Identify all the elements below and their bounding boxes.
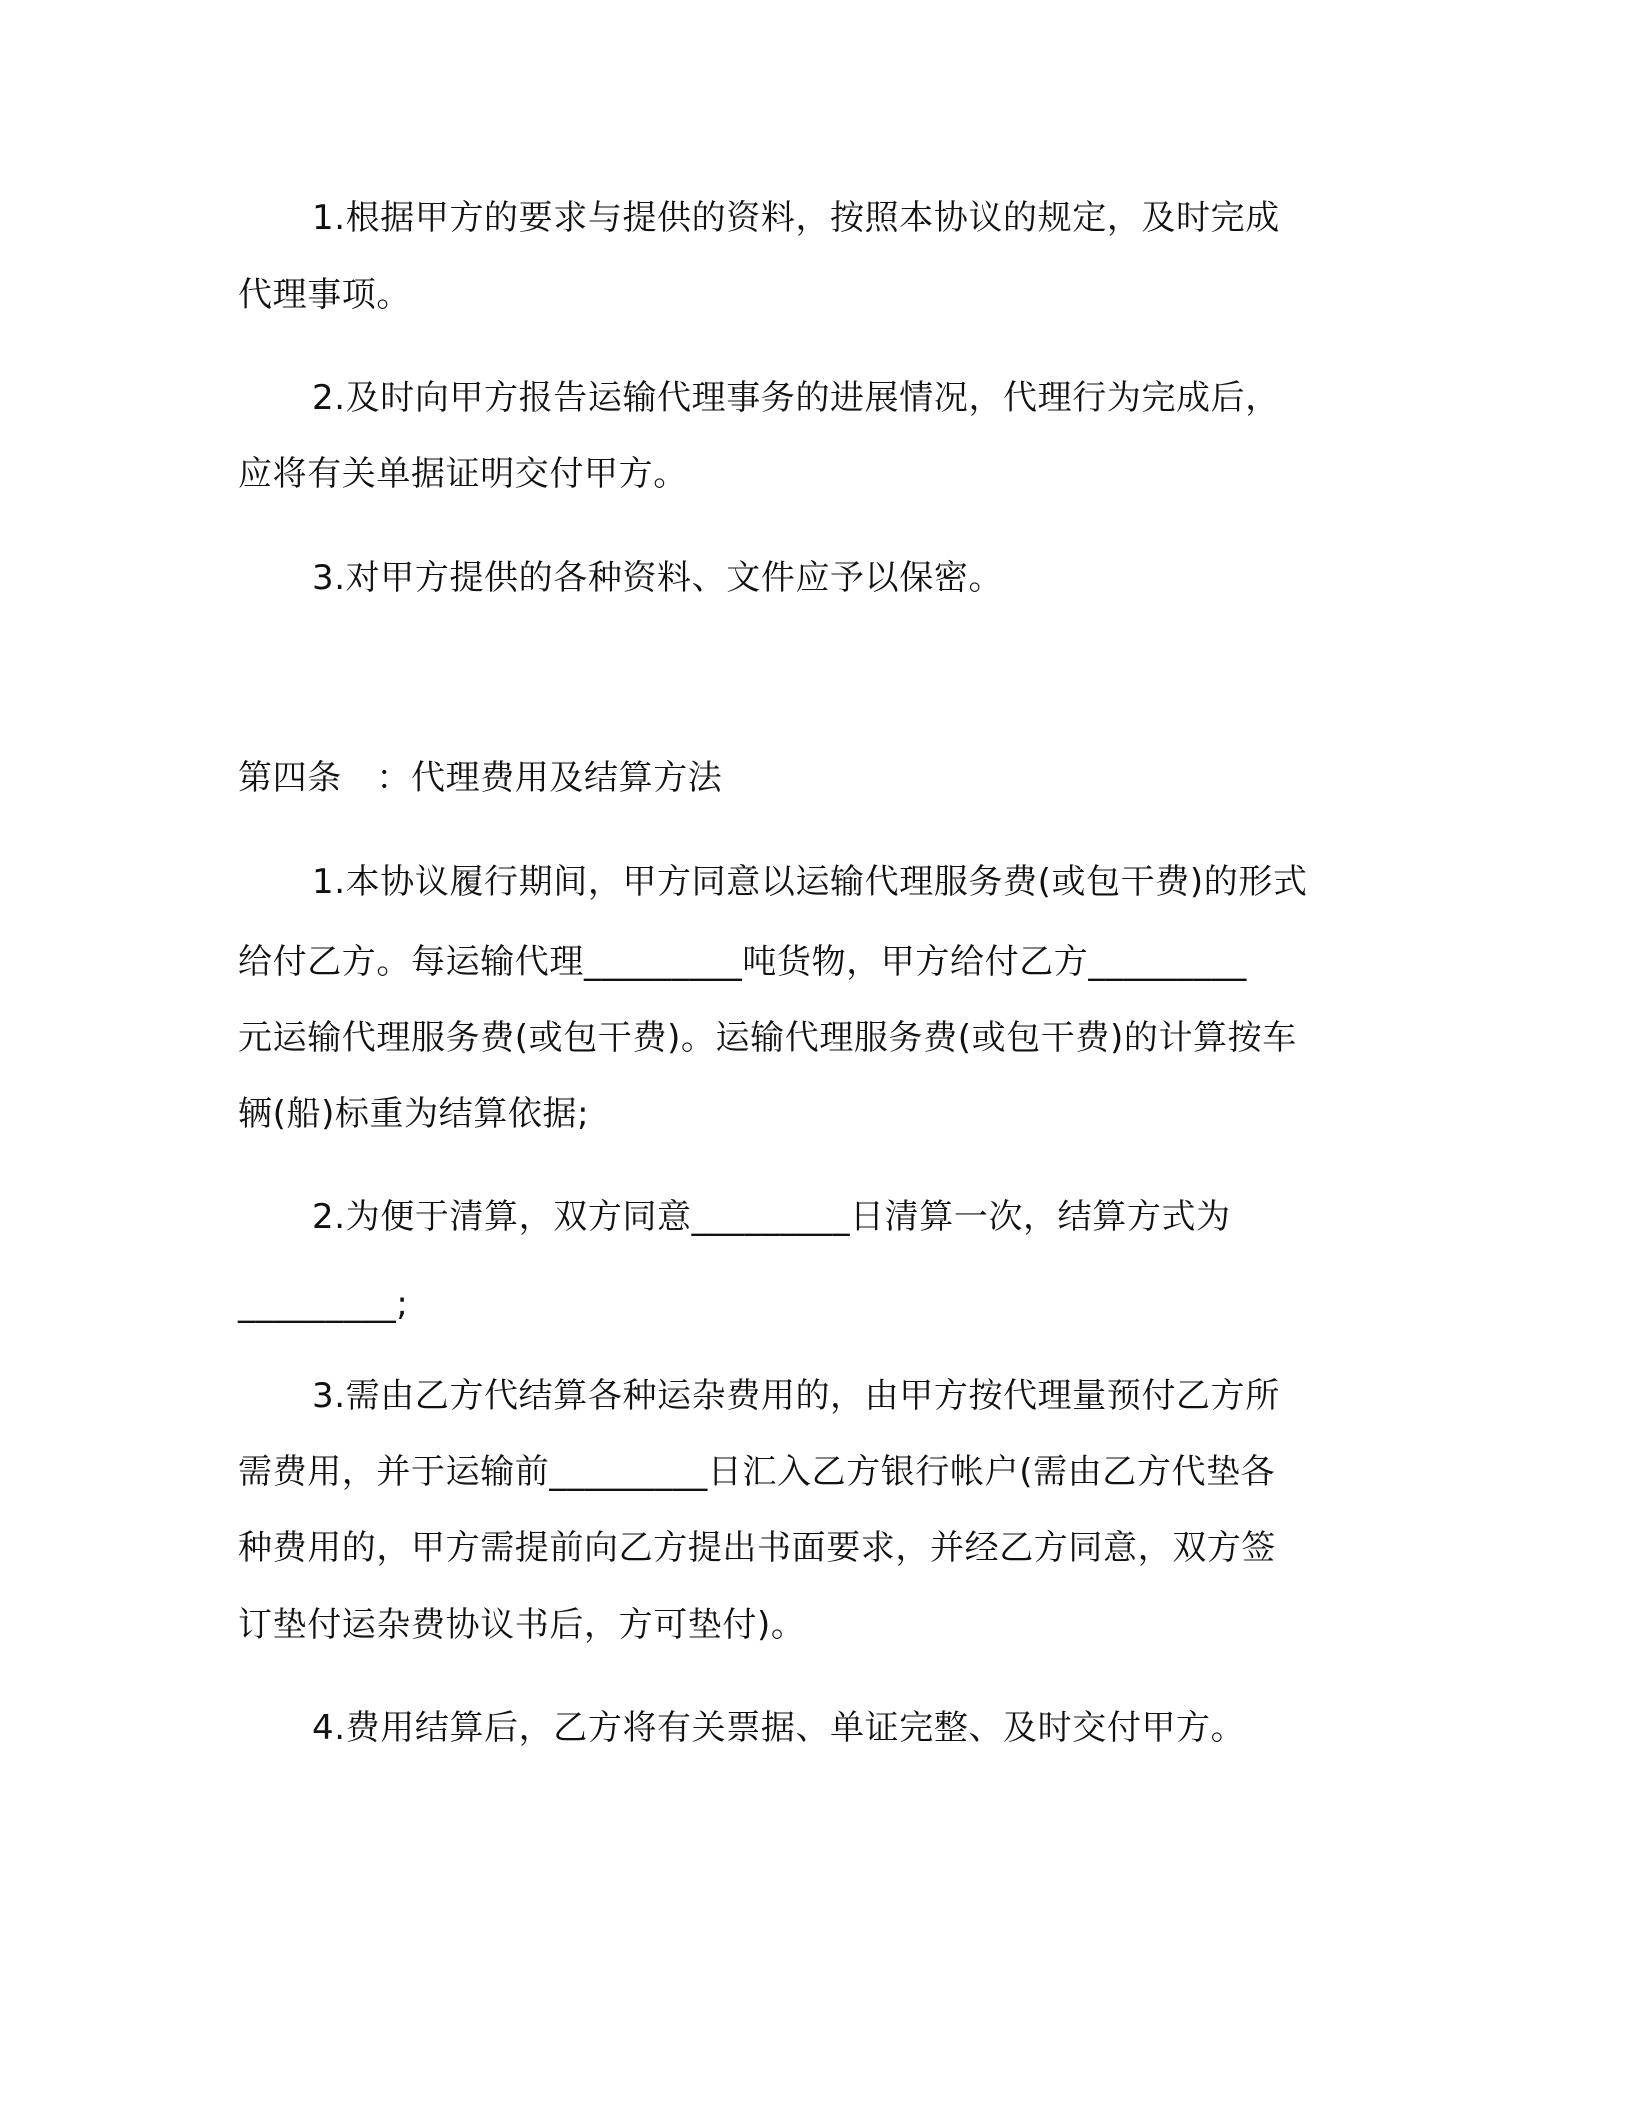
clause-3-item-1-line-2: 代理事项。 (238, 275, 411, 315)
clause-4-item-3-line-3: 种费用的，甲方需提前向乙方提出书面要求，并经乙方同意，双方签 (238, 1528, 1276, 1568)
clause-4-item-3-line-1: 3.需由乙方代结算各种运杂费用的，由甲方按代理量预付乙方所 (312, 1376, 1280, 1416)
clause-3-item-1-line-1: 1.根据甲方的要求与提供的资料，按照本协议的规定，及时完成 (312, 198, 1280, 238)
clause-4-heading: 第四条 ：代理费用及结算方法 (238, 758, 723, 798)
clause-4-item-3-line-2: 需费用，并于运输前_________日汇入乙方银行帐户(需由乙方代垫各 (238, 1452, 1276, 1492)
clause-4-item-1-line-2: 给付乙方。每运输代理_________吨货物，甲方给付乙方_________ (238, 942, 1247, 982)
clause-3-item-3: 3.对甲方提供的各种资料、文件应予以保密。 (312, 558, 1004, 598)
clause-4-item-3-line-4: 订垫付运杂费协议书后，方可垫付)。 (238, 1605, 806, 1645)
clause-4-item-2-line-2: _________; (238, 1284, 409, 1324)
clause-4-item-1-line-1: 1.本协议履行期间，甲方同意以运输代理服务费(或包干费)的形式 (312, 862, 1308, 902)
clause-3-item-2-line-1: 2.及时向甲方报告运输代理事务的进展情况，代理行为完成后， (312, 378, 1280, 418)
clause-4-item-4: 4.费用结算后，乙方将有关票据、单证完整、及时交付甲方。 (312, 1708, 1246, 1748)
clause-4-item-1-line-3: 元运输代理服务费(或包干费)。运输代理服务费(或包干费)的计算按车 (238, 1018, 1297, 1058)
clause-4-item-2-line-1: 2.为便于清算，双方同意_________日清算一次，结算方式为 (312, 1197, 1231, 1237)
clause-3-item-2-line-2: 应将有关单据证明交付甲方。 (238, 454, 688, 494)
clause-4-item-1-line-4: 辆(船)标重为结算依据; (238, 1094, 590, 1134)
